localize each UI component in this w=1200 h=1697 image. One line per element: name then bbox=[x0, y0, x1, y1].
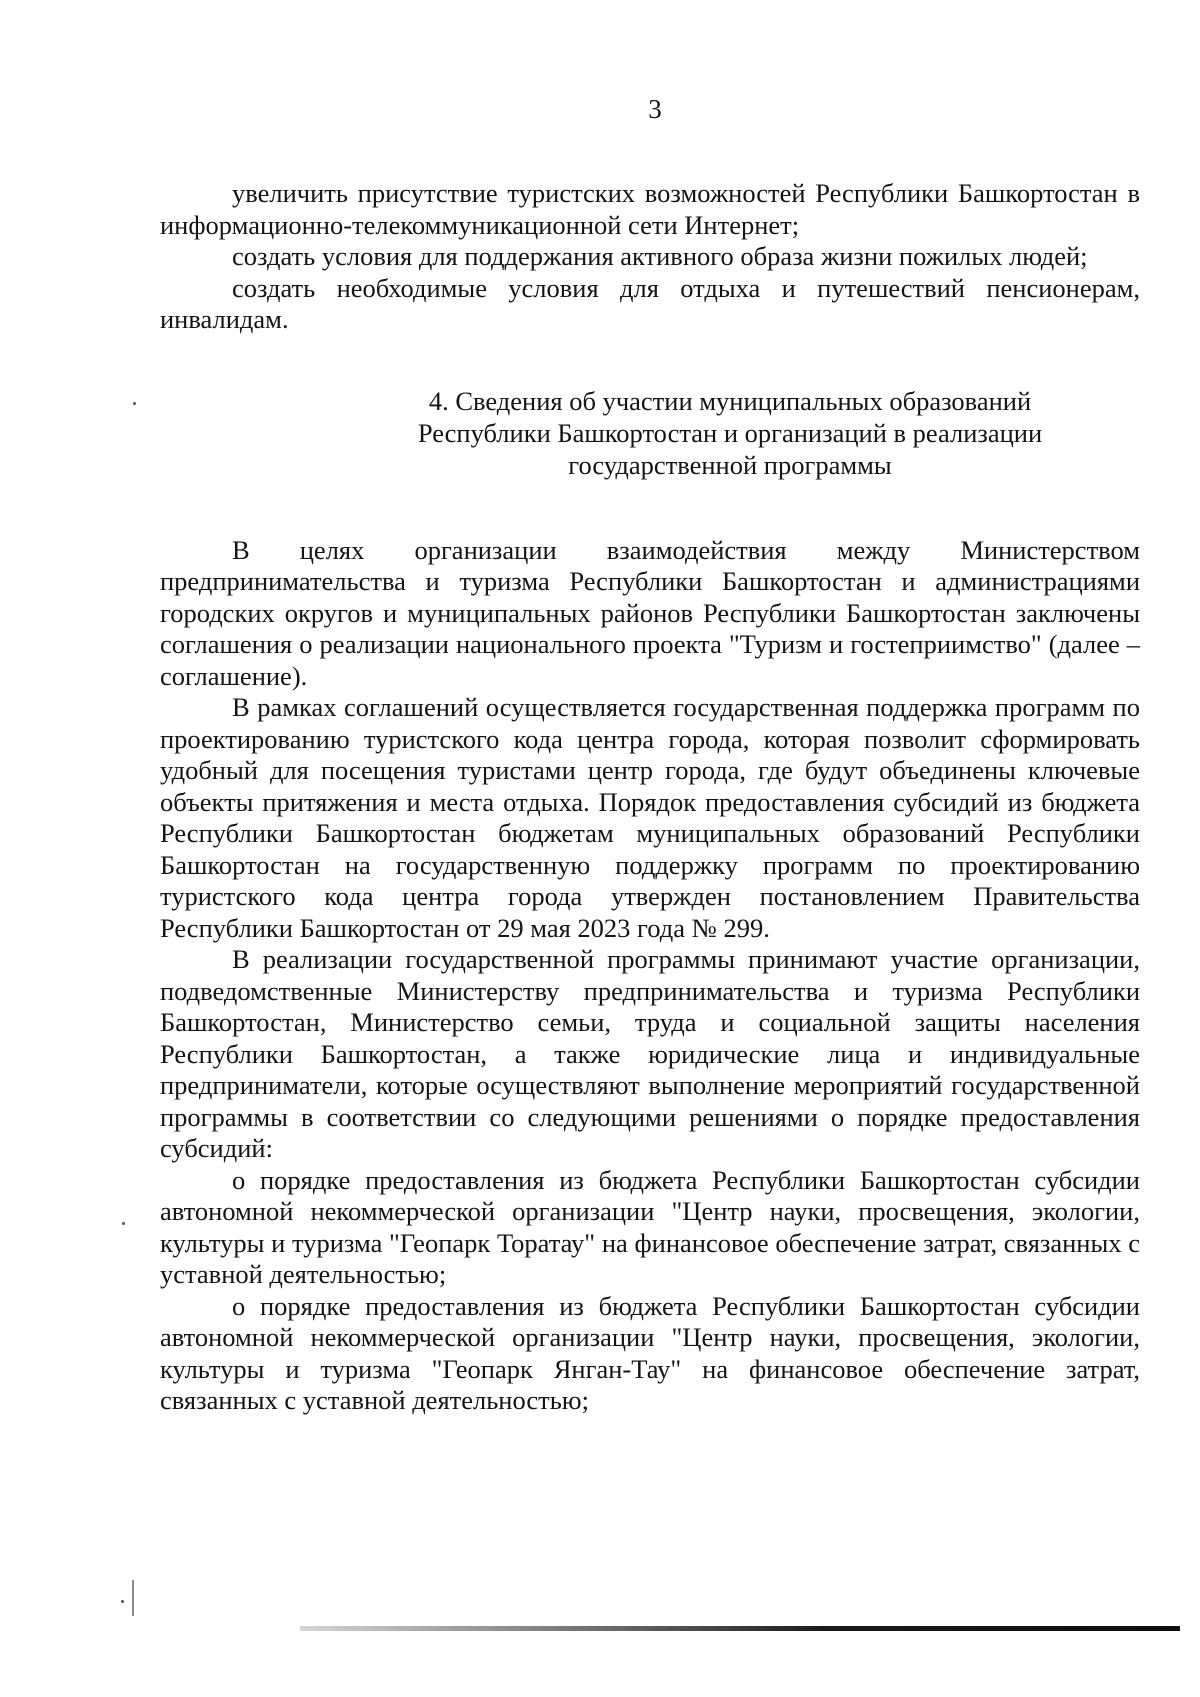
paragraph-internet-presence: увеличить присутствие туристских возможностей Республики Башкортостан в информационно-телекоммуникационной сети Интернет; bbox=[160, 178, 1140, 240]
list-item-subsidy-yangan-tau: о порядке предоставления из бюджета Республики Башкортостан субсидии автономной некоммерческой организации "Центр науки, просвещения, экологии, культуры и туризма "Геопарк Янган-Тау" на финансовое обеспечение затрат, связанных с уставной деятельностью; bbox=[160, 1290, 1140, 1415]
section-heading-line-3: государственной программы bbox=[568, 449, 892, 480]
list-item-subsidy-toratau: о порядке предоставления из бюджета Республики Башкортостан субсидии автономной некоммерческой организации "Центр науки, просвещения, экологии, культуры и туризма "Геопарк Торатау" на финансовое обеспечение затрат, связанных с уставной деятельностью; bbox=[160, 1164, 1140, 1289]
section-heading bbox=[160, 385, 1140, 481]
section-heading-line-1: 4. Сведения об участии муниципальных образований bbox=[428, 385, 1032, 416]
scan-speck bbox=[121, 1600, 124, 1603]
paragraph-travel-conditions: создать необходимые условия для отдыха и путешествий пенсионерам, инвалидам. bbox=[160, 272, 1140, 334]
page-number: 3 bbox=[648, 94, 662, 124]
bottom-rule bbox=[300, 1626, 1180, 1631]
scan-speck bbox=[133, 402, 136, 405]
paragraph-agreements: В целях организации взаимодействия между Министерством предпринимательства и туризма Республики Башкортостан и администрациями городских округов и муниципальных районов Республики Башкортостан заключены соглашения о реализации национального проекта "Туризм и гостеприимство" (далее – соглашение). bbox=[160, 534, 1140, 691]
paragraph-active-lifestyle: создать условия для поддержания активного образа жизни пожилых людей; bbox=[232, 241, 1088, 271]
scan-edge-mark bbox=[132, 1580, 134, 1616]
paragraph-participants: В реализации государственной программы принимают участие организации, подведомственные Министерству предпринимательства и туризма Республики Башкортостан, Министерство семьи, труда и социальной защиты населения Республики Башкортостан, а также юридические лица и индивидуальные предприниматели, которые осуществляют выполнение мероприятий государственной программы в соответствии со следующими решениями о порядке предоставления субсидий: bbox=[160, 944, 1140, 1163]
scan-speck bbox=[122, 1222, 125, 1225]
section-heading-line-2: Республики Башкортостан и организаций в реализации bbox=[417, 417, 1043, 448]
paragraph-city-code-support: В рамках соглашений осуществляется государственная поддержка программ по проектированию туристского кода центра города, которая позволит сформировать удобный для посещения туристами центр города, где будут объединены ключевые объекты притяжения и места отдыха. Порядок предоставления субсидий из бюджета Республики Башкортостан бюджетам муниципальных образований Республики Башкортостан на государственную поддержку программ по проектированию туристского кода центра города утвержден постановлением Правительства Республики Башкортостан от 29 мая 2023 года № 299. bbox=[160, 692, 1140, 943]
document-body bbox=[160, 178, 1140, 1417]
